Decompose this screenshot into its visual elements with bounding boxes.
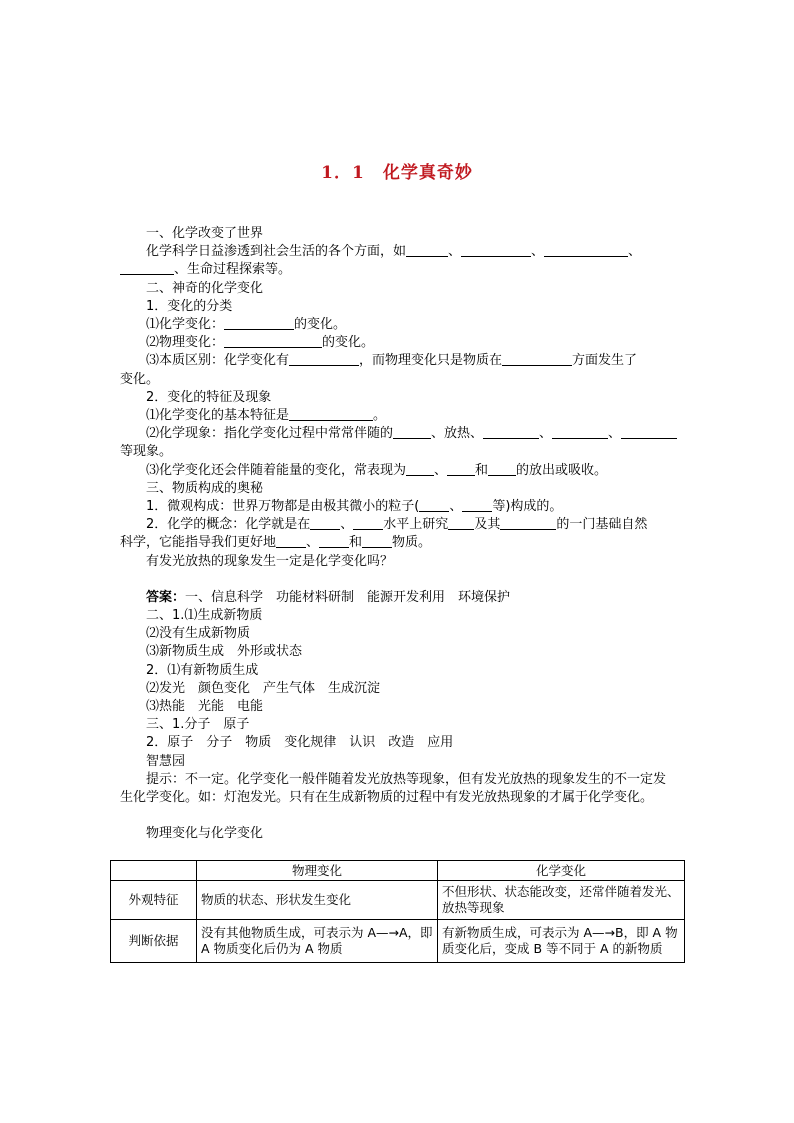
table-header-row: [111, 861, 685, 881]
blank[interactable]: [483, 425, 539, 439]
page-title: 1．1 化学真奇妙: [321, 163, 473, 183]
table-cell: 没有其他物质生成，可表示为 A—→A，即 A 物质变化后仍为 A 物质: [197, 920, 438, 963]
difference-line: ⑶本质区别：化学变化有 ，而物理变化只是物质在 方面发生了: [146, 353, 638, 369]
answer-line: ⑵没有生成新物质: [146, 626, 251, 642]
hint-paragraph: 提示：不一定。化学变化一般伴随着发光放热等现象，但有发光放热的现象发生的不一定发生化学变化。如：灯泡发光。只有在生成新物质的过程中有发光放热现象的才属于化学变化。: [120, 771, 667, 806]
answer-line: ⑶热能 光能 电能: [146, 699, 264, 715]
blank[interactable]: [319, 534, 349, 548]
blank[interactable]: [310, 516, 340, 530]
answers-first-line: 答案：一、信息科学 功能材料研制 能源开发利用 环境保护: [146, 589, 511, 605]
table-cell: 不但形状、状态能改变，还常伴随着发光、放热等现象: [438, 881, 685, 920]
blank[interactable]: [224, 334, 322, 348]
blank[interactable]: [419, 498, 449, 512]
difference-line2: 变化。: [120, 371, 160, 387]
blank[interactable]: [353, 516, 383, 530]
blank[interactable]: [406, 243, 448, 257]
answer-line: ⑶新物质生成 外形或状态: [146, 644, 303, 660]
section1-heading: 一、化学改变了世界: [146, 226, 264, 241]
table-caption: 物理变化与化学变化: [146, 826, 264, 842]
blank[interactable]: [289, 352, 359, 366]
concept-line2: 科学，它能指导我们更好地 、 和 物质。: [120, 535, 432, 551]
table-header-cell: 物理变化: [197, 861, 438, 881]
table-header-cell: [111, 861, 197, 881]
blank[interactable]: [502, 352, 572, 366]
table-row: [111, 920, 685, 963]
table-header-cell: 化学变化: [438, 861, 685, 881]
blank[interactable]: [552, 425, 608, 439]
section1-line2: 、生命过程探索等。: [120, 261, 675, 279]
blank[interactable]: [224, 316, 294, 330]
answer-line: 2．原子 分子 物质 变化规律 认识 改造 应用: [146, 735, 454, 751]
section1-line1: 化学科学日益渗透到社会生活的各个方面，如 、 、 、: [146, 244, 642, 260]
wisdom-heading: 智慧园: [146, 753, 186, 769]
sub-heading: 2．变化的特征及现象: [146, 389, 272, 405]
table-cell: 有新物质生成，可表示为 A—→B，即 A 物质变化后，变成 B 等不同于 A 的新物质: [438, 920, 685, 963]
worksheet-body: [120, 225, 675, 844]
blank[interactable]: [120, 261, 174, 275]
section2-heading: 二、神奇的化学变化: [146, 280, 264, 296]
answer-line: 三、1.分子 原子: [146, 717, 250, 733]
blank[interactable]: [448, 516, 474, 530]
physical-change-line: ⑵物理变化： 的变化。: [146, 335, 375, 351]
blank[interactable]: [488, 462, 516, 476]
phenomenon-line: ⑵化学现象：指化学变化过程中常常伴随的 、放热、 、 、: [120, 425, 675, 443]
section3-heading: 三、物质构成的奥秘: [146, 480, 264, 496]
blank[interactable]: [544, 243, 628, 257]
blank[interactable]: [289, 407, 373, 421]
blank[interactable]: [461, 243, 531, 257]
feature-line: ⑴化学变化的基本特征是 。: [146, 408, 387, 424]
comparison-table: [110, 860, 685, 963]
blank[interactable]: [276, 534, 306, 548]
micro-line: 1．微观构成：世界万物都是由极其微小的粒子( 、 等)构成的。: [146, 499, 563, 515]
answers-label: 答案：: [146, 589, 186, 605]
chemical-change-line: ⑴化学变化： 的变化。: [146, 317, 347, 333]
sub-heading: 1．变化的分类: [146, 298, 233, 314]
blank[interactable]: [362, 534, 392, 548]
answer-line: 2．⑴有新物质生成: [146, 662, 259, 678]
table-cell: 物质的状态、形状发生变化: [197, 881, 438, 920]
blank[interactable]: [500, 516, 556, 530]
blank[interactable]: [621, 425, 677, 439]
concept-line: 2．化学的概念：化学就是在 、 水平上研究 及其 的一门基础自然: [146, 517, 648, 533]
blank[interactable]: [393, 425, 431, 439]
answer-line: ⑵发光 颜色变化 产生气体 生成沉淀: [146, 680, 381, 696]
blank[interactable]: [406, 462, 434, 476]
question: 有发光放热的现象发生一定是化学变化吗？: [146, 553, 394, 569]
blank[interactable]: [462, 498, 492, 512]
blank[interactable]: [447, 462, 475, 476]
table-row: [111, 881, 685, 920]
row-header-cell: 判断依据: [111, 920, 197, 963]
row-header-cell: 外观特征: [111, 881, 197, 920]
phenomenon-line2: 等现象。: [120, 444, 173, 460]
energy-line: ⑶化学变化还会伴随着能量的变化，常表现为 、 和 的放出或吸收。: [146, 462, 608, 478]
answer-line: 二、1.⑴生成新物质: [146, 608, 263, 624]
